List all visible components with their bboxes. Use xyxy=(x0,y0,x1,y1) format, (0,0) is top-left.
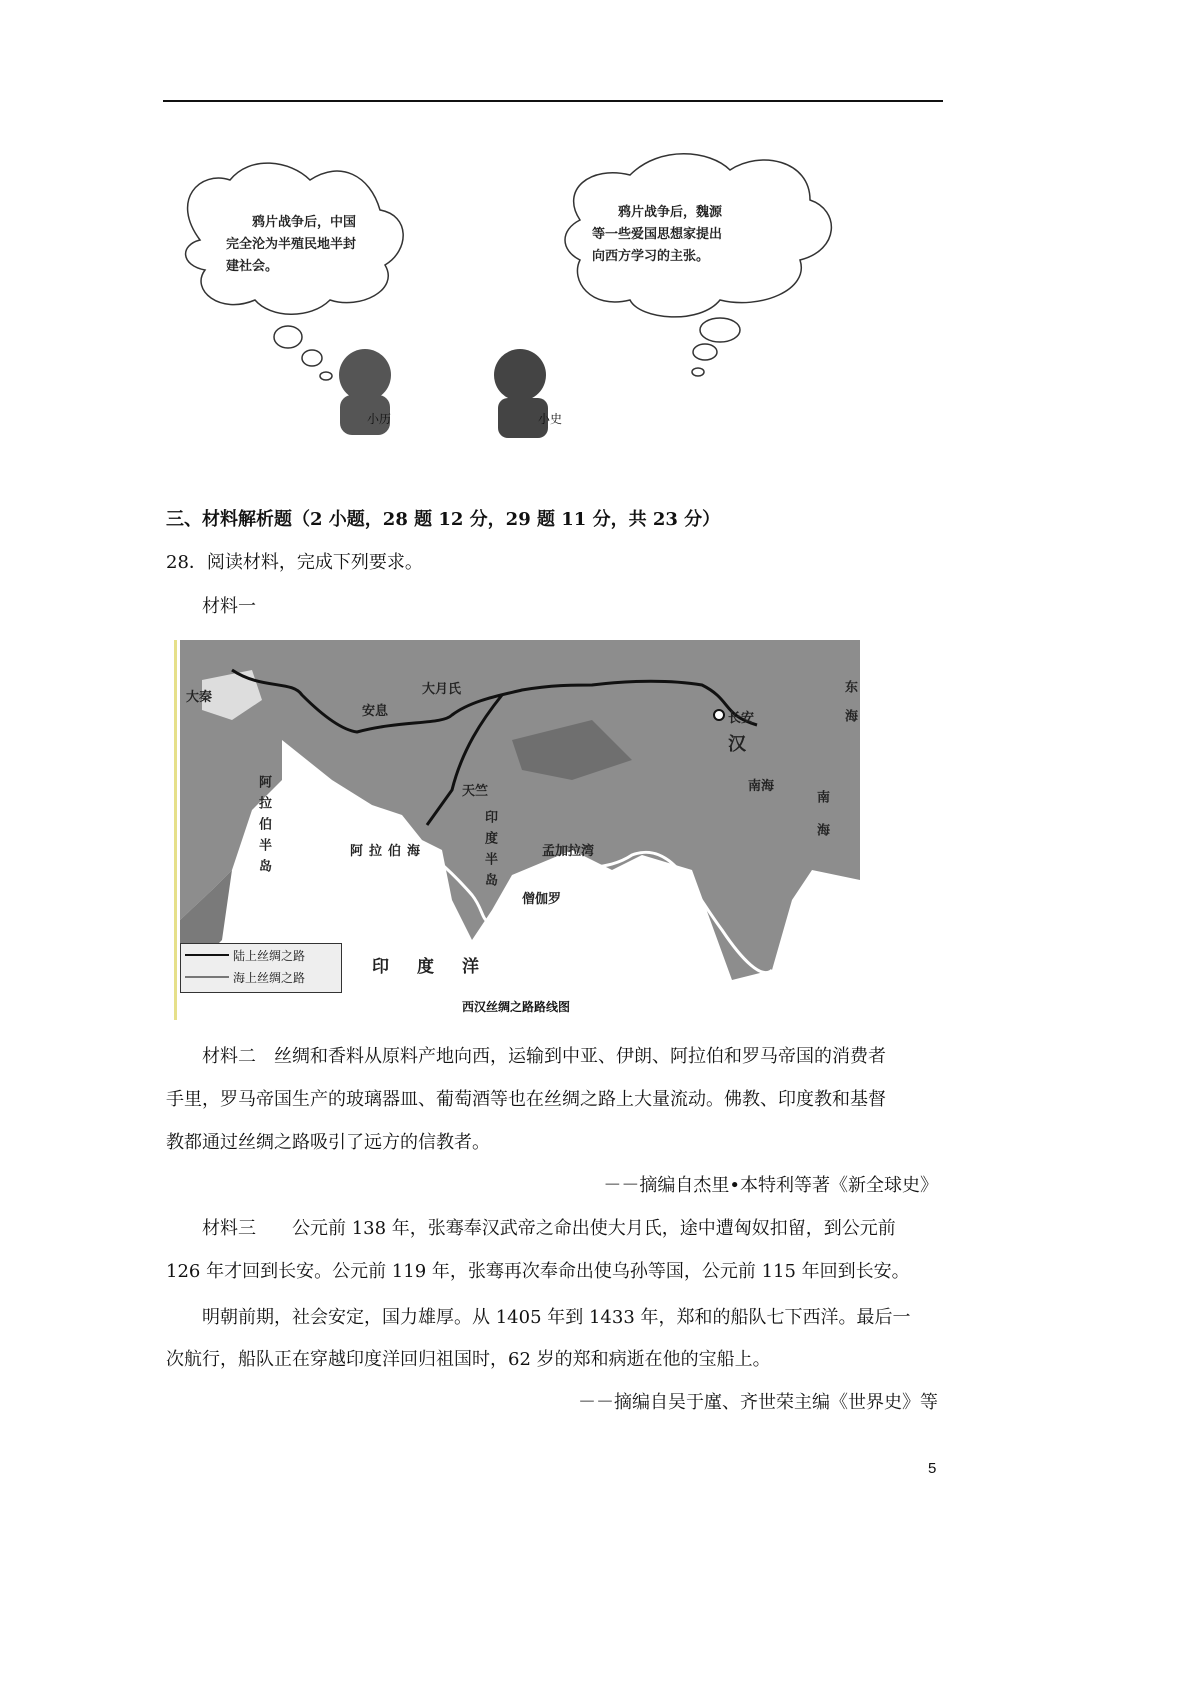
map-label-arabian-sea: 阿拉伯海 xyxy=(350,844,427,859)
bubble-line: 等一些爱国思想家提出 xyxy=(592,227,723,242)
bubble-line: 建社会。 xyxy=(226,259,279,274)
material2-line: 材料二 丝绸和香料从原料产地向西，运输到中亚、伊朗、阿拉伯和罗马帝国的消费者 xyxy=(202,1046,886,1067)
map-caption: 西汉丝绸之路路线图 xyxy=(461,1000,570,1014)
cartoon-illustration xyxy=(160,140,840,450)
question-28: 28．阅读材料，完成下列要求。 xyxy=(166,552,423,573)
map-label-tianzhu: 天竺 xyxy=(462,784,489,799)
bubble-line: 鸦片战争后，魏源 xyxy=(592,205,723,220)
map-label-indian-peninsula: 印度半岛 xyxy=(482,810,497,894)
map-label-han: 汉 xyxy=(728,734,746,755)
material3-line: 126 年才回到长安。公元前 119 年，张骞再次奉命出使乌孙等国，公元前 115 年回到长安。 xyxy=(166,1261,910,1282)
map-label-anxi: 安息 xyxy=(362,704,389,719)
map-label-daqin: 大秦 xyxy=(186,690,213,705)
thought-bubbles-icon xyxy=(160,140,840,450)
page-number: 5 xyxy=(928,1460,937,1477)
legend-label: 陆上丝绸之路 xyxy=(233,948,306,963)
boy-bubble-text xyxy=(592,202,722,268)
header-rule xyxy=(163,100,943,102)
material3-line: 材料三 公元前 138 年，张骞奉汉武帝之命出使大月氏，途中遭匈奴扣留，到公元前 xyxy=(202,1218,896,1239)
material1-label: 材料一 xyxy=(202,596,256,617)
legend-label: 海上丝绸之路 xyxy=(233,970,306,985)
map-label-east-sea: 东海 xyxy=(842,680,857,738)
map-label-nanhai: 南海 xyxy=(748,779,775,794)
bubble-line: 向西方学习的主张。 xyxy=(592,249,710,264)
silk-road-map xyxy=(172,640,860,1020)
material3-source: －－摘编自吴于廑、齐世荣主编《世界史》等 xyxy=(578,1392,938,1413)
map-label-bay-of-bengal: 孟加拉湾 xyxy=(542,844,595,859)
material3-line: 次航行，船队正在穿越印度洋回归祖国时，62 岁的郑和病逝在他的宝船上。 xyxy=(166,1349,771,1370)
material2-line: 教都通过丝绸之路吸引了远方的信教者。 xyxy=(166,1132,490,1153)
material2-source: －－摘编自杰里•本特利等著《新全球史》 xyxy=(603,1175,938,1196)
map-label-indian-ocean: 印度洋 xyxy=(372,957,507,977)
legend-land-route xyxy=(181,944,341,966)
map-label-arabian-peninsula: 阿拉伯半岛 xyxy=(256,775,271,880)
girl-bubble-text xyxy=(226,212,356,278)
girl-name: 小历 xyxy=(367,412,392,426)
map-label-south-sea: 南海 xyxy=(814,790,829,856)
material3-line: 明朝前期，社会安定，国力雄厚。从 1405 年到 1433 年，郑和的船队七下西洋。最后一 xyxy=(202,1307,911,1328)
map-label-dayuezhi: 大月氏 xyxy=(422,682,462,697)
map-legend xyxy=(180,943,342,993)
bubble-line: 完全沦为半殖民地半封 xyxy=(226,237,357,252)
section-heading: 三、材料解析题（2 小题，28 题 12 分，29 题 11 分，共 23 分） xyxy=(166,509,721,530)
map-label-changan: 长安 xyxy=(728,711,755,726)
map-label-sengqieluo: 僧伽罗 xyxy=(522,892,562,907)
material2-line: 手里，罗马帝国生产的玻璃器皿、葡萄酒等也在丝绸之路上大量流动。佛教、印度教和基督 xyxy=(166,1089,886,1110)
bubble-line: 鸦片战争后，中国 xyxy=(226,215,357,230)
boy-name: 小史 xyxy=(538,412,563,426)
legend-sea-route xyxy=(181,966,341,988)
